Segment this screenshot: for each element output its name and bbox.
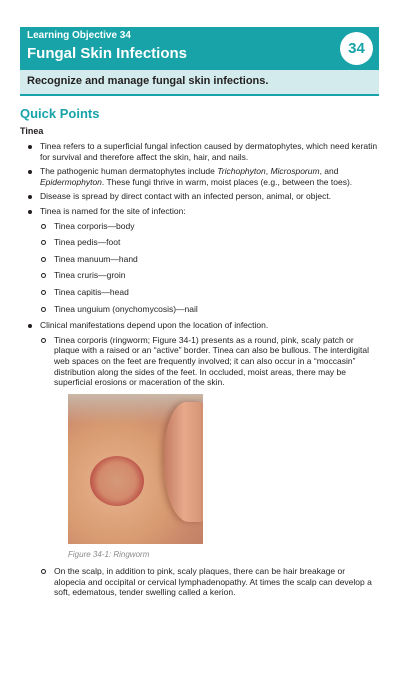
site-item: Tinea cruris—groin [40,270,379,281]
bullet-list [20,141,379,598]
genus-name: Epidermophyton [40,176,102,187]
bullet-text: , and [319,166,339,177]
learning-objective-label: Learning Objective 34 [27,30,131,41]
manifestation-item [40,335,379,561]
figure-caption: Figure 34-1: Ringworm [68,549,150,559]
chapter-number-badge: 34 [340,32,373,65]
quick-points-heading: Quick Points [20,106,100,121]
bullet-text: Tinea refers to a superficial fungal infection caused by dermatophytes, which need keratin for survival and therefore affect the skin, hair, and nails. [40,141,378,162]
ringworm-lesion [90,456,144,506]
genus-name: Trichophyton [217,166,266,177]
figure [68,394,379,561]
bullet-text: Disease is spread by direct contact with an infected person, animal, or object. [40,191,332,202]
site-list [40,221,379,315]
site-item: Tinea capitis—head [40,287,379,298]
bullet-item [20,141,379,162]
chapter-header [20,27,379,70]
objective-bar [20,70,379,96]
tinea-heading: Tinea [20,126,44,136]
manifestation-item [40,566,379,598]
site-item: Tinea unguium (onychomycosis)—nail [40,304,379,315]
bullet-item [20,206,379,314]
bullet-item [20,191,379,202]
genus-name: Microsporum [270,166,320,177]
ear-shape [164,402,203,522]
ringworm-photo [68,394,203,544]
manifestation-text: On the scalp, in addition to pink, scaly plaques, there can be hair breakage or alopecia and occipital or cervical lymphadenopathy. At times the scalp can develop a soft, edematous, tender swelling called a kerion. [54,566,372,598]
site-item: Tinea pedis—foot [40,237,379,248]
chapter-title: Fungal Skin Infections [27,45,188,62]
manifestation-text: Tinea corporis (ringworm; Figure 34-1) presents as a round, pink, scaly patch or plaque with a raised or an “active” border. Tinea can also be bullous. The interdigital web spaces on the feet are frequently involved; it can also occur in a “moccasin” distribution along the sides of the feet. In occluded, moist areas, there may be superficial erosions or maceration of the skin. [54,334,370,388]
site-item: Tinea manuum—hand [40,254,379,265]
bullet-text: , [265,166,271,177]
bullet-item [20,320,379,598]
bullet-text: Clinical manifestations depend upon the location of infection. [40,320,269,331]
site-item: Tinea corporis—body [40,221,379,232]
content-body [20,141,379,604]
manifestation-list [40,335,379,598]
objective-text: Recognize and manage fungal skin infections. [27,75,269,87]
bullet-text: Tinea is named for the site of infection: [40,205,186,216]
bullet-text: . These fungi thrive in warm, moist places (e.g., between the toes). [101,176,353,187]
bullet-item [20,166,379,187]
bullet-text: The pathogenic human dermatophytes include [40,166,218,177]
